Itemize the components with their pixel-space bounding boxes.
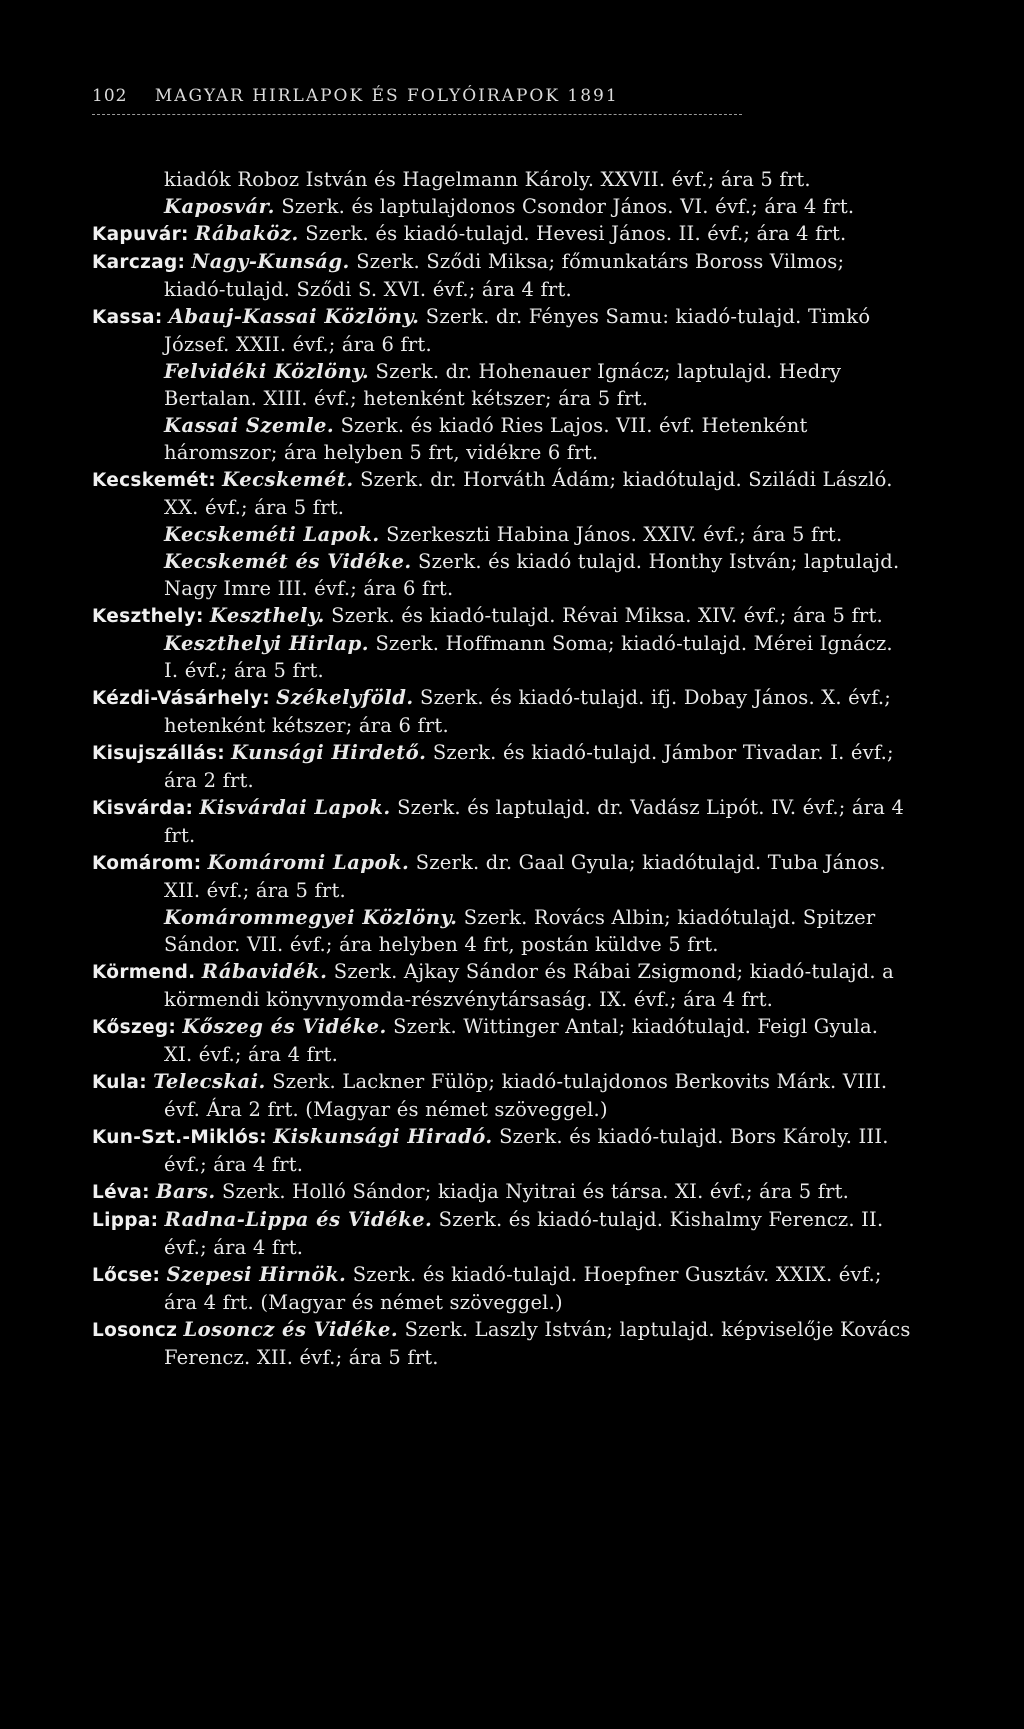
directory-entry — [92, 521, 912, 548]
newspaper-title: Kecskemét és Vidéke. — [164, 550, 412, 573]
entry-text: Szerk. és kiadó tulajd. Honthy István; laptulajd. Nagy Imre III. évf.; ára 6 frt. — [164, 550, 900, 600]
directory-entry — [92, 412, 912, 466]
newspaper-title: Székelyföld. — [276, 686, 414, 709]
entry-text: Szerk. és kiadó Ries Lajos. VII. évf. Hetenként háromszor; ára helyben 5 frt, vidékre 6 frt. — [164, 414, 808, 464]
entry-text: Szerk. és kiadó-tulajd. Bors Károly. III. évf.; ára 4 frt. — [164, 1125, 889, 1176]
directory-entry — [92, 958, 912, 1013]
entry-text: Szerk. dr. Hohenauer Ignácz; laptulajd. Hedry Bertalan. XIII. évf.; hetenként kétszer; ára 5 frt. — [164, 360, 842, 410]
place-name: Keszthely: — [92, 606, 204, 627]
newspaper-title: Rábaköz. — [194, 222, 299, 245]
entry-text: Szerk. Wittinger Antal; kiadótulajd. Feigl Gyula. XI. évf.; ára 4 frt. — [164, 1015, 879, 1066]
newspaper-title: Nagy-Kunság. — [191, 250, 350, 273]
directory-entry — [92, 248, 912, 303]
directory-entry — [92, 220, 912, 248]
entry-text: Szerk. dr. Fényes Samu: kiadó-tulajd. Timkó József. XXII. évf.; ára 6 frt. — [164, 305, 871, 356]
directory-entries — [92, 166, 912, 1371]
newspaper-title: Kaposvár. — [164, 195, 275, 218]
directory-entry — [92, 1123, 912, 1178]
directory-entry — [92, 466, 912, 521]
place-name: Lippa: — [92, 1210, 159, 1231]
directory-entry — [92, 303, 912, 358]
directory-entry — [92, 739, 912, 794]
entry-text: Szerk. Holló Sándor; kiadja Nyitrai és társa. XI. évf.; ára 5 frt. — [215, 1180, 850, 1203]
place-name: Kézdi-Vásárhely: — [92, 688, 270, 709]
place-name: Karczag: — [92, 252, 186, 273]
newspaper-title: Felvidéki Közlöny. — [164, 360, 370, 383]
newspaper-title: Keszthelyi Hirlap. — [164, 632, 370, 655]
directory-entry — [92, 1316, 912, 1371]
directory-entry — [92, 1068, 912, 1123]
directory-entry — [92, 794, 912, 849]
place-name: Kisvárda: — [92, 798, 194, 819]
page-number: 102 — [92, 86, 128, 106]
directory-entry — [92, 1206, 912, 1261]
place-name: Kecskemét: — [92, 470, 216, 491]
directory-entry — [92, 358, 912, 412]
entry-text: Szerk. Sződi Miksa; főmunkatárs Boross Vilmos; kiadó-tulajd. Sződi S. XVI. évf.; ára 4 frt. — [164, 250, 845, 301]
place-name: Körmend. — [92, 962, 196, 983]
directory-entry — [92, 602, 912, 630]
directory-entry — [92, 1261, 912, 1316]
newspaper-title: Kassai Szemle. — [164, 414, 335, 437]
newspaper-title: Komáromi Lapok. — [207, 851, 410, 874]
entry-text: kiadók Roboz István és Hagelmann Károly. XXVII. évf.; ára 5 frt. — [164, 168, 811, 191]
directory-entry — [92, 684, 912, 739]
entry-text: Szerk. Hoffmann Soma; kiadó-tulajd. Mérei Ignácz. I. évf.; ára 5 frt. — [164, 632, 893, 682]
place-name: Kula: — [92, 1072, 147, 1093]
newspaper-title: Keszthely. — [209, 604, 325, 627]
newspaper-title: Abauj-Kassai Közlöny. — [168, 305, 420, 328]
newspaper-title: Radna-Lippa és Vidéke. — [164, 1208, 433, 1231]
entry-text: Szerk. Lackner Fülöp; kiadó-tulajdonos Berkovits Márk. VIII. évf. Ára 2 frt. (Magyar és német szöveggel.) — [164, 1070, 888, 1121]
entry-text: Szerk. és laptulajd. dr. Vadász Lipót. IV. évf.; ára 4 frt. — [164, 796, 905, 847]
entry-text: Szerkeszti Habina János. XXIV. évf.; ára 5 frt. — [379, 523, 843, 546]
entry-text: Szerk. Laszly István; laptulajd. képviselője Kovács Ferencz. XII. évf.; ára 5 frt. — [164, 1318, 911, 1369]
newspaper-title: Kecskeméti Lapok. — [164, 523, 380, 546]
place-name: Lőcse: — [92, 1265, 161, 1286]
newspaper-title: Kunsági Hirdető. — [231, 741, 427, 764]
directory-entry — [92, 849, 912, 904]
newspaper-title: Telecskai. — [153, 1070, 266, 1093]
directory-entry — [92, 166, 912, 193]
directory-entry — [92, 1013, 912, 1068]
entry-text: Szerk. és kiadó-tulajd. Hevesi János. II. évf.; ára 4 frt. — [298, 222, 847, 245]
place-name: Kapuvár: — [92, 224, 189, 245]
entry-text: Szerk. és kiadó-tulajd. Kishalmy Ferencz. II. évf.; ára 4 frt. — [164, 1208, 884, 1259]
place-name: Kisujszállás: — [92, 743, 225, 764]
place-name: Komárom: — [92, 853, 202, 874]
entry-text: Szerk. és laptulajdonos Csondor János. VI. évf.; ára 4 frt. — [274, 195, 855, 218]
directory-entry — [92, 193, 912, 220]
directory-entry — [92, 630, 912, 684]
header-rule — [92, 114, 742, 116]
directory-entry — [92, 1178, 912, 1206]
newspaper-title: Kisvárdai Lapok. — [199, 796, 391, 819]
entry-text: Szerk. és kiadó-tulajd. Jámbor Tivadar. I. évf.; ára 2 frt. — [164, 741, 894, 792]
place-name: Kassa: — [92, 307, 163, 328]
entry-text: Szerk. és kiadó-tulajd. ifj. Dobay János. X. évf.; hetenként kétszer; ára 6 frt. — [164, 686, 892, 737]
newspaper-title: Kiskunsági Hiradó. — [273, 1125, 493, 1148]
directory-entry — [92, 904, 912, 958]
newspaper-title: Kecskemét. — [222, 468, 354, 491]
place-name: Léva: — [92, 1182, 150, 1203]
newspaper-title: Bars. — [155, 1180, 216, 1203]
newspaper-title: Szepesi Hirnök. — [166, 1263, 347, 1286]
entry-text: Szerk. és kiadó-tulajd. Hoepfner Gusztáv. XXIX. évf.; ára 4 frt. (Magyar és német szöveggel.) — [164, 1263, 882, 1314]
entry-text: Szerk. Rovács Albin; kiadótulajd. Spitzer Sándor. VII. évf.; ára helyben 4 frt, postán küldve 5 frt. — [164, 906, 876, 956]
place-name: Kőszeg: — [92, 1017, 177, 1038]
entry-text: Szerk. dr. Horváth Ádám; kiadótulajd. Sziládi László. XX. évf.; ára 5 frt. — [164, 468, 893, 519]
newspaper-title: Rábavidék. — [201, 960, 328, 983]
newspaper-title: Losoncz és Vidéke. — [183, 1318, 399, 1341]
running-header — [92, 86, 912, 106]
directory-entry — [92, 548, 912, 602]
newspaper-title: Komárommegyei Közlöny. — [164, 906, 458, 929]
newspaper-title: Kőszeg és Vidéke. — [182, 1015, 387, 1038]
place-name: Kun-Szt.-Miklós: — [92, 1127, 267, 1148]
running-title: MAGYAR HIRLAPOK ÉS FOLYÓIRAPOK 1891 — [154, 86, 619, 106]
entry-text: Szerk. és kiadó-tulajd. Révai Miksa. XIV. évf.; ára 5 frt. — [324, 604, 883, 627]
entry-text: Szerk. Ajkay Sándor és Rábai Zsigmond; kiadó-tulajd. a körmendi könyvnyomda-részvénytársaság. IX. évf.; ára 4 frt. — [164, 960, 894, 1011]
entry-text: Szerk. dr. Gaal Gyula; kiadótulajd. Tuba János. XII. évf.; ára 5 frt. — [164, 851, 886, 902]
place-name: Losoncz — [92, 1320, 178, 1341]
